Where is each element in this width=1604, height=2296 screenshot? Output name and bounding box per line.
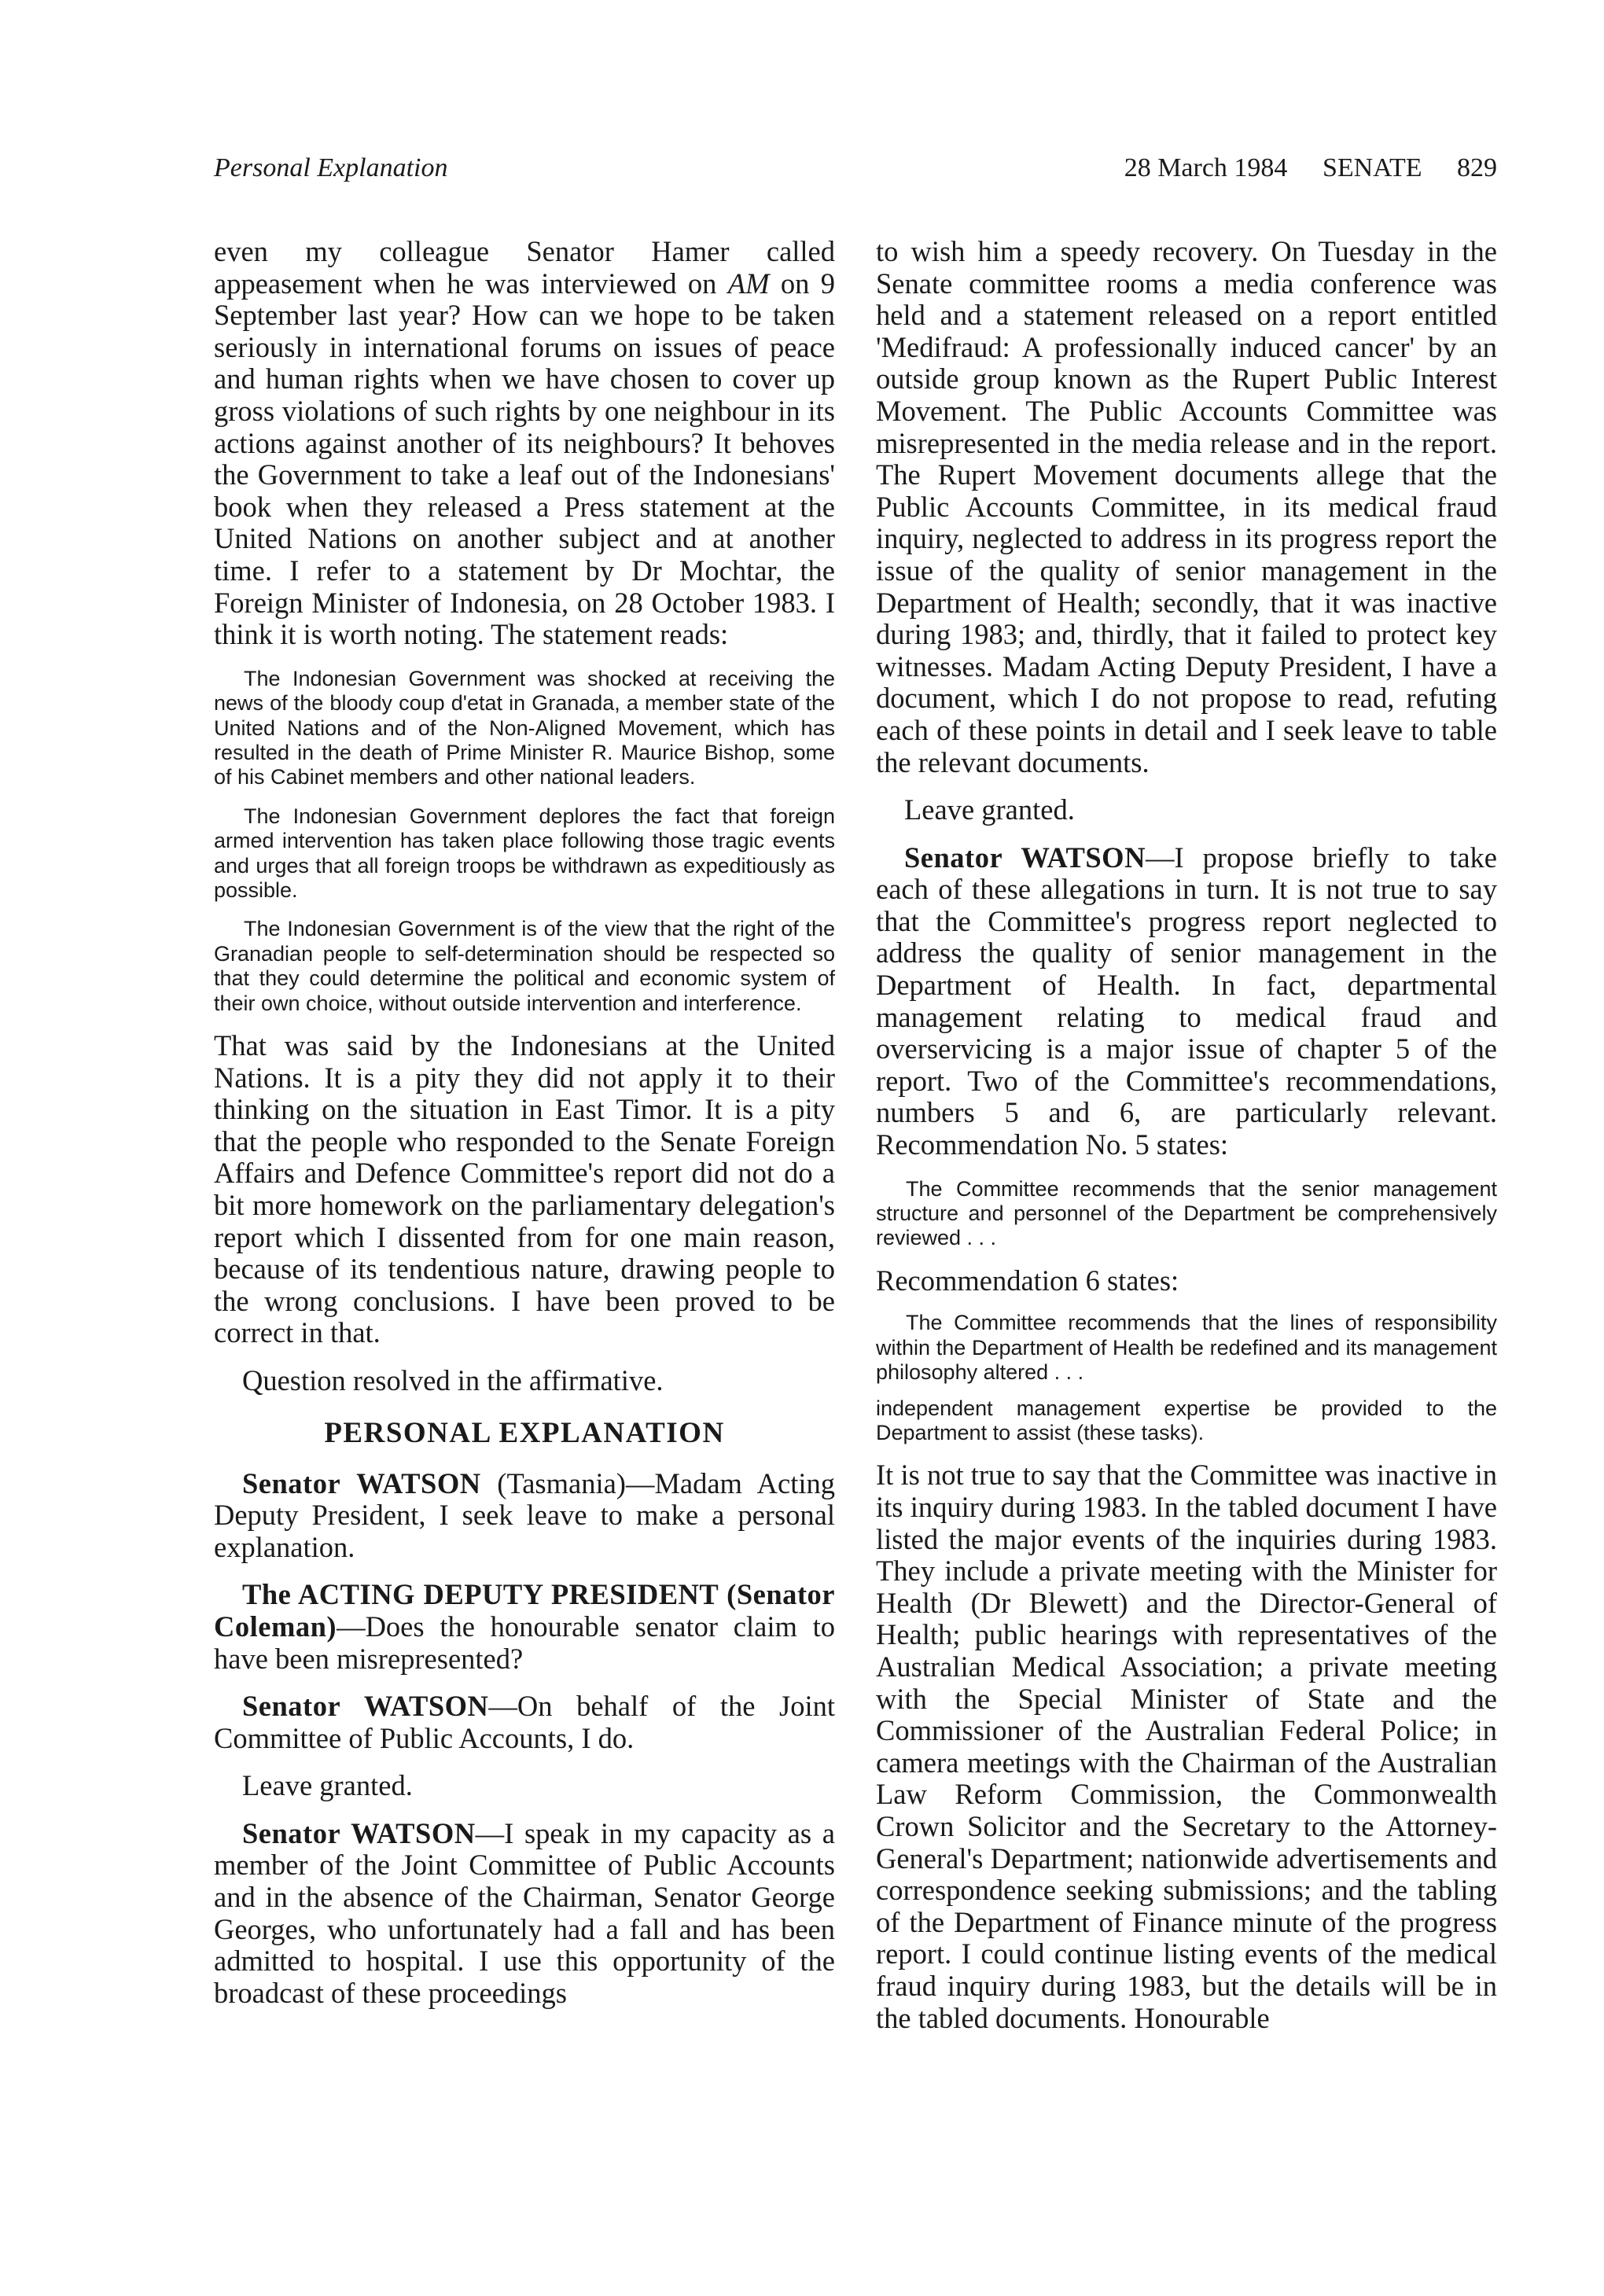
speech [214, 1818, 835, 2010]
speaker-name: Senator WATSON [242, 1816, 476, 1849]
speech-text: (Tasmania)—Madam Acting Deputy President, I seek leave to make a personal explanation. [214, 1466, 835, 1563]
speaker-name: Senator WATSON [904, 841, 1146, 874]
paragraph: Recommendation 6 states: [876, 1264, 1179, 1297]
speaker-name: Senator WATSON [242, 1690, 489, 1723]
house-name: SENATE [1322, 153, 1422, 182]
block-quote: The Indonesian Government deplores the fact that foreign armed intervention has taken place following those tragic events and urges that all foreign troops be withdrawn as expeditiously as possible. [214, 804, 835, 902]
procedural-note: Leave granted. [242, 1769, 413, 1802]
speech-text: —I propose briefly to take each of these allegations in turn. It is not true to say that the Committee's progress report neglected to address the quality of senior management in the Department of Health. In fact, departmental management relating to medical fraud and overservicing is a major issue of chapter 5 of the report. Two of the Committee's recommendations, numbers 5 and 6, are particularly relevant. Recommendation No. 5 states: [876, 841, 1497, 1161]
speaker-name: The ACTING DEPUTY PRESIDENT (Senator Coleman) [214, 1578, 835, 1643]
speech [214, 1691, 835, 1754]
speech-text: —On behalf of the Joint Committee of Public Accounts, I do. [214, 1690, 835, 1754]
sitting-date: 28 March 1984 [1124, 153, 1288, 182]
block-quote: The Committee recommends that the lines of responsibility within the Department of Health be redefined and its management philosophy altered . . . [876, 1311, 1497, 1385]
section-title: Personal Explanation [214, 153, 448, 182]
paragraph: That was said by the Indonesians at the United Nations. It is a pity they did not apply it to their thinking on the situation in East Timor. It is a pity that the people who responded to the Senate Foreign Affairs and Defence Committee's report did not do a bit more homework on the parliamentary delegation's report which I dissented from for one main reason, because of its tendentious nature, drawing people to the wrong conclusions. I have been proved to be correct in that. [214, 1029, 835, 1349]
paragraph: to wish him a speedy recovery. On Tuesday in the Senate committee rooms a media conference was held and a statement released on a report entitled 'Medifraud: A professionally induced cancer' by an outside group known as the Rupert Public Interest Movement. The Public Accounts Committee was misrepresented in the media release and in the report. The Rupert Movement documents allege that the Public Accounts Committee, in its medical fraud inquiry, neglected to address in its progress report the issue of the quality of senior management in the Department of Health; secondly, that it was inactive during 1983; and, thirdly, that it failed to protect key witnesses. Madam Acting Deputy President, I have a document, which I do not propose to read, refuting each of these points in detail and I seek leave to table the relevant documents. [876, 236, 1497, 778]
speech-text: —I speak in my capacity as a member of the Joint Committee of Public Accounts and in the absence of the Chairman, Senator George Georges, who unfortunately had a fall and has been admitted to hospital. I use this opportunity of the broadcast of these proceedings [214, 1816, 835, 2009]
program-name: AM [727, 267, 770, 300]
block-quote: The Committee recommends that the senior management structure and personnel of the Department be comprehensively reviewed . . . [876, 1176, 1497, 1250]
block-quote: The Indonesian Government was shocked at receiving the news of the bloody coup d'etat in Granada, a member state of the United Nations and of the Non-Aligned Movement, which has resulted in the death of Prime Minister R. Maurice Bishop, some of his Cabinet members and other national leaders. [214, 666, 835, 789]
running-head [214, 149, 1497, 187]
speech-text: —Does the honourable senator claim to have been misrepresented? [214, 1610, 835, 1675]
procedural-note: Leave granted. [904, 793, 1075, 826]
right-column [876, 236, 1497, 2170]
paragraph: It is not true to say that the Committee was inactive in its inquiry during 1983. In the tabled document I have listed the major events of the inquiries during 1983. They include a private meeting with the Minister for Health (Dr Blewett) and the Director-General of Health; public hearings with representatives of the Australian Medical Association; a private meeting with the Special Minister of State and the Commissioner of the Australian Federal Police; in camera meetings with the Chairman of the Australian Law Reform Commission, the Commonwealth Crown Solicitor and the Secretary to the Attorney-General's Department; nationwide advertisements and correspondence seeking submissions; and the tabling of the Department of Finance minute of the progress report. I could continue listing events of the medical fraud inquiry during 1983, but the details will be in the tabled documents. Honourable [876, 1459, 1497, 2034]
left-column [214, 236, 835, 2170]
speech [876, 842, 1497, 1161]
page-number: 829 [1457, 153, 1497, 182]
paragraph-text: on 9 September last year? How can we hope to be taken seriously in international forums on issues of peace and human rights when we have chosen to cover up gross violations of such rights by one neighbour in its actions against another of its neighbours? It behoves the Government to take a leaf out of the Indonesians' book when they released a Press statement at the United Nations on another subject and at another time. I refer to a statement by Dr Mochtar, the Foreign Minister of Indonesia, on 28 October 1983. I think it is worth noting. The statement reads: [214, 267, 835, 651]
section-heading: PERSONAL EXPLANATION [324, 1416, 725, 1449]
block-quote: independent management expertise be provided to the Department to assist (these tasks). [876, 1396, 1497, 1445]
speech [214, 1579, 835, 1675]
speaker-name: Senator WATSON [242, 1466, 481, 1499]
paragraph [214, 236, 835, 651]
block-quote: The Indonesian Government is of the view that the right of the Granadian people to self-determination should be respected so that they could determine the political and economic system of their own choice, without outside intervention and interference. [214, 917, 835, 1015]
paragraph-text: even my colleague Senator Hamer called appeasement when he was interviewed on [214, 236, 835, 300]
procedural-note: Question resolved in the affirmative. [242, 1363, 664, 1396]
page-meta [1124, 149, 1497, 187]
speech [214, 1468, 835, 1564]
